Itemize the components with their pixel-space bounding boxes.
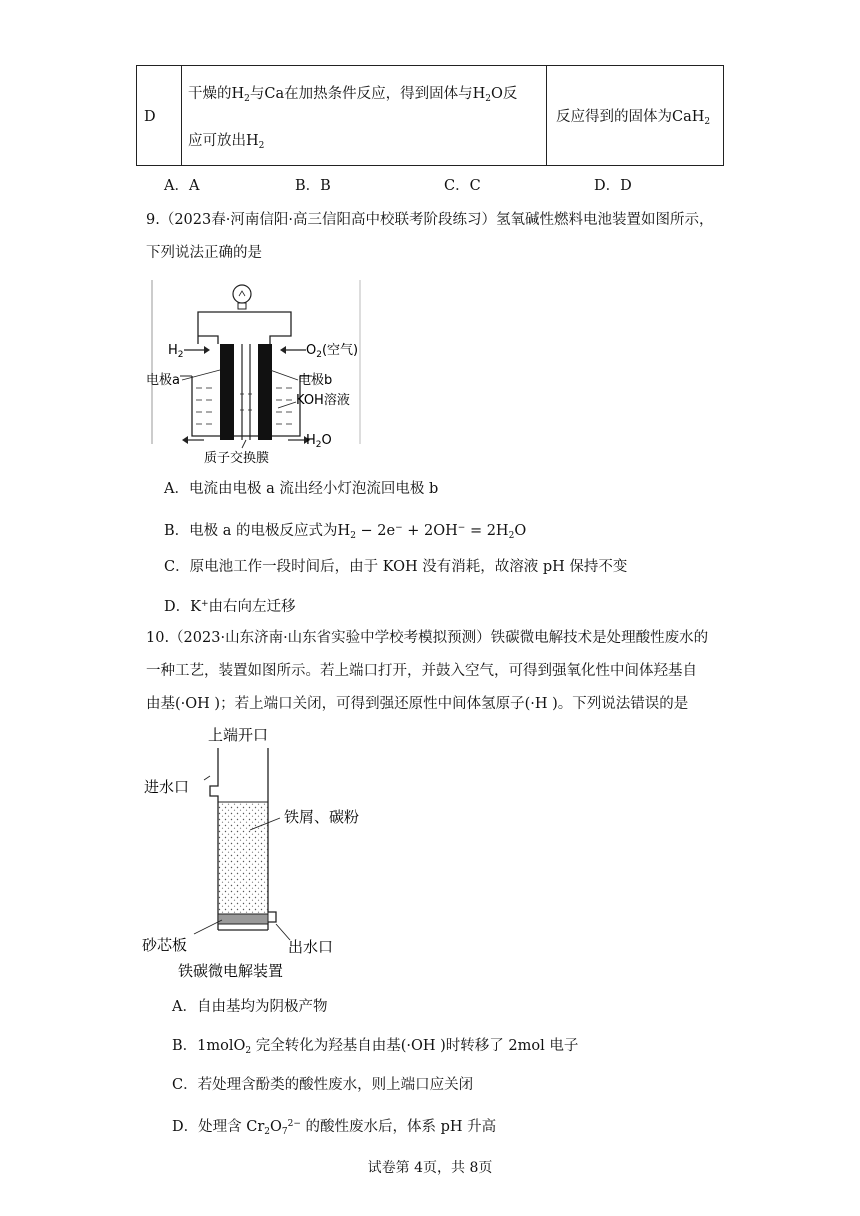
q8-option-b[interactable]: B．B <box>295 178 331 194</box>
q8-option-d[interactable]: D．D <box>594 178 632 194</box>
q10-option-a[interactable]: A．自由基均为阴极产物 <box>172 999 328 1015</box>
electrode-a-bar <box>220 344 234 440</box>
q9-stem-line1: 9.（2023春·河南信阳·高三信阳高中校联考阶段练习）氢氧碱性燃料电池装置如图所示， <box>146 212 714 228</box>
q10-stem-line3: 由基(·OH )；若上端口关闭，可得到强还原性中间体氢原子(·H )。下列说法错误的是 <box>146 696 689 712</box>
outlet-label: 出水口 <box>288 938 334 956</box>
electrode-a-label: 电极a <box>146 373 180 388</box>
table-row-label: D <box>144 109 156 125</box>
q10-option-b[interactable]: B．1molO$_2$ 完全转化为羟基自由基(·OH )时转移了 2mol 电子 <box>172 1038 579 1056</box>
figure-caption: 铁碳微电解装置 <box>178 962 284 980</box>
q9-option-d[interactable]: D．K+由右向左迁移 <box>164 599 296 615</box>
iron-carbon-figure <box>140 722 380 984</box>
table-divider <box>546 66 547 165</box>
q10-stem-line2: 一种工艺，装置如图所示。若上端口打开，并鼓入空气，可得到强氧化性中间体羟基自 <box>146 663 697 679</box>
koh-label: KOH溶液 <box>296 393 350 408</box>
q10-stem-line1: 10.（2023·山东济南·山东省实验中学校考模拟预测）铁碳微电解技术是处理酸性废水的 <box>146 630 709 646</box>
fuel-cell-figure <box>146 276 376 468</box>
h2o-label: $H_2O$ <box>306 433 332 450</box>
h2-label: $H_2$ <box>168 343 184 360</box>
table-cell-condition-line2: 应可放出$H_2$ <box>188 133 265 151</box>
top-opening-label: 上端开口 <box>208 726 269 744</box>
light-bulb-icon <box>233 285 251 309</box>
table-cell-conclusion: 反应得到的固体为CaH$_2$ <box>556 109 711 127</box>
table-cell-condition-line1: 干燥的$H_2$与Ca在加热条件反应，得到固体与$H_2O$反 <box>188 86 518 104</box>
o2-label: $O_2$(空气) <box>306 343 359 360</box>
table-divider <box>181 66 182 165</box>
q9-stem-line2: 下列说法正确的是 <box>146 245 262 261</box>
page-footer: 试卷第 4页，共 8页 <box>367 1160 493 1176</box>
q8-option-a[interactable]: A．A <box>164 178 200 194</box>
membrane-label: 质子交换膜 <box>204 451 270 466</box>
q10-option-c[interactable]: C．若处理含酚类的酸性废水，则上端口应关闭 <box>172 1077 474 1093</box>
sand-core-plate <box>218 914 268 924</box>
electrode-b-label: 电极b <box>298 373 333 388</box>
iron-carbon-filling <box>218 802 268 914</box>
filling-label: 铁屑、碳粉 <box>284 808 360 826</box>
q9-option-c[interactable]: C．原电池工作一段时间后，由于 KOH 没有消耗，故溶液 pH 保持不变 <box>164 559 628 575</box>
sand-plate-label: 砂芯板 <box>142 936 188 954</box>
inlet-label: 进水口 <box>144 778 190 796</box>
q9-option-b[interactable]: B．电极 a 的电极反应式为$H_2 - 2e^- + 2OH^- = 2H_2O$ <box>164 523 527 541</box>
q8-option-c[interactable]: C．C <box>444 178 481 194</box>
electrode-b-bar <box>258 344 272 440</box>
q9-option-a[interactable]: A．电流由电极 a 流出经小灯泡流回电极 b <box>164 481 439 497</box>
q10-option-d[interactable]: D．处理含 $Cr_2O_7^{2-}$ 的酸性废水后，体系 pH 升高 <box>172 1119 497 1137</box>
